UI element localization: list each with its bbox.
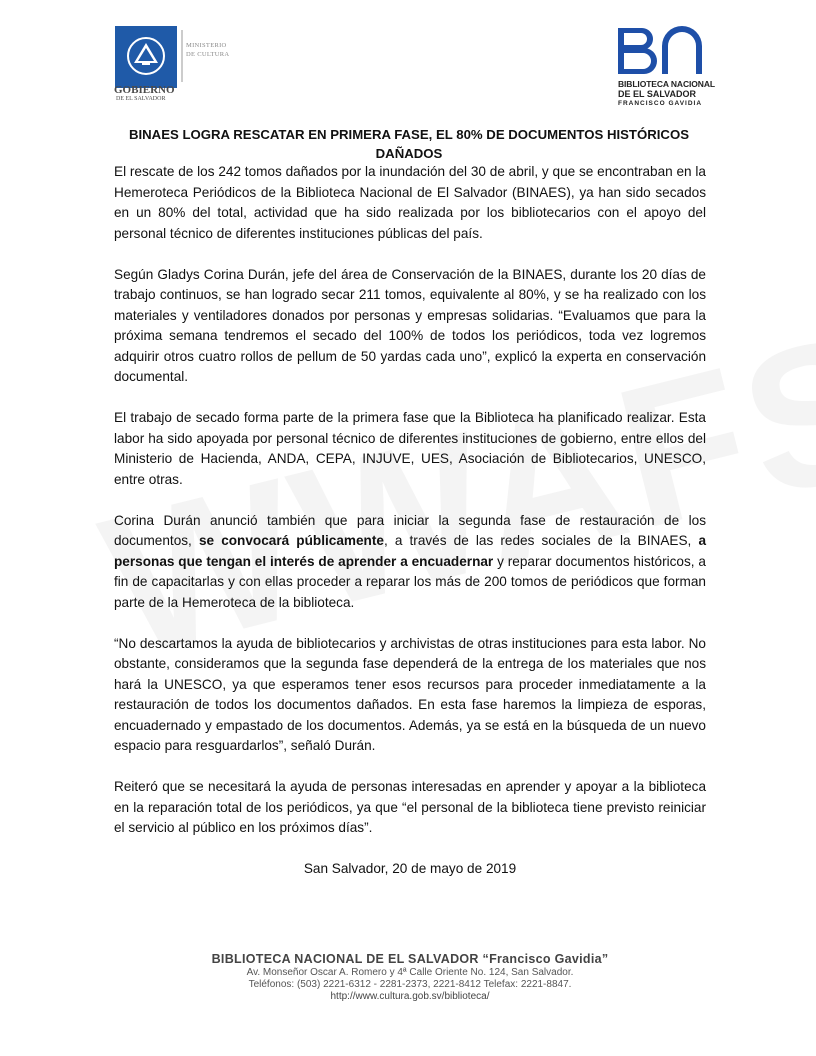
binaes-logo-line3: FRANCISCO GAVIDIA: [618, 100, 703, 107]
document-body: [114, 162, 706, 900]
paragraph-4: [114, 511, 706, 614]
paragraph-3: El trabajo de secado forma parte de la primera fase que la Biblioteca ha planificado realizar. Esta labor ha sido apoyada por personal técnico de diferentes instituciones de gobierno, entre ellos del Ministerio de Hacienda, ANDA, CEPA, INJUVE, UES, Asociación de Bibliotecarios, UNESCO, entre otras.: [114, 410, 706, 487]
footer: [120, 952, 700, 1002]
ministerio-label-top: MINISTERIO: [186, 42, 227, 49]
title-line-2: DAÑADOS: [375, 146, 443, 161]
gobierno-ministerio-logo: [114, 26, 240, 102]
paragraph-2: Según Gladys Corina Durán, jefe del área de Conservación de la BINAES, durante los 20 días de trabajo continuos, se han logrado secar 211 tomos, equivalente al 80%, y se ha realizado con los materiales y ventiladores donados por personas y empresas solidarias. “Evaluamos que para la próxima semana tendremos el secado del 100% de todos los periódicos, toda vez logremos adquirir otros cuatro rollos de pellum de 50 yardas cada uno”, explicó la experta en conservación documental.: [114, 266, 706, 384]
ministerio-label-bottom: DE CULTURA: [186, 51, 230, 58]
paragraph-4-text-c: , a través de las redes sociales de la BINAES,: [383, 533, 699, 548]
paragraph-5: “No descartamos la ayuda de bibliotecarios y archivistas de otras instituciones para esta labor. No obstante, consideramos que la segunda fase dependerá de la entrega de los materiales que nos hará la UNESCO, ya que esperamos tener esos recursos para proceder inmediatamente a la restauración de todos los documentos dañados. En esta fase haremos la limpieza de esporas, encuadernado y empastado de los documentos. Además, ya se está en la búsqueda de un nuevo espacio para resguardarlos”, señaló Durán.: [114, 635, 706, 753]
gobierno-caption: GOBIERNO: [114, 84, 175, 96]
paragraph-4-text-a: Corina Durán anunció también que para iniciar la segunda fase de restauración de los documentos,: [114, 512, 706, 548]
title-line-1: BINAES LOGRA RESCATAR EN PRIMERA FASE, EL 80% DE DOCUMENTOS HISTÓRICOS: [128, 127, 690, 142]
paragraph-4-text-e: y reparar documentos históricos, a fin de capacitarlas y con ellas proceder a reparar los más de 200 tomos de periódicos que forman parte de la Hemeroteca de la biblioteca.: [114, 553, 706, 610]
footer-institution: BIBLIOTECA NACIONAL DE EL SALVADOR “Francisco Gavidia”: [211, 952, 609, 966]
document-title: [112, 125, 706, 163]
paragraph-6: Reiteró que se necesitará la ayuda de personas interesadas en aprender y apoyar a la biblioteca en la reparación total de los periódicos, ya que “el personal de la biblioteca tiene previsto reiniciar el servicio al público en los próximos días”.: [114, 779, 706, 835]
binaes-logo-line1: BIBLIOTECA NACIONAL: [618, 79, 715, 89]
paragraph-4-bold-b: se convocará públicamente: [198, 533, 384, 548]
paragraph-1: El rescate de los 242 tomos dañados por la inundación del 30 de abril, y que se encontraban en la Hemeroteca Periódicos de la Biblioteca Nacional de El Salvador (BINAES), ya han sido secados en un 80% del total, actividad que ha sido realizada por los bibliotecarios con el apoyo del personal técnico de diferentes instituciones públicas del país.: [114, 164, 706, 241]
binaes-monogram-icon: [612, 24, 708, 78]
binaes-logo-line2: DE EL SALVADOR: [618, 89, 697, 99]
paragraph-4-bold-d: a personas que tengan el interés de aprender a encuadernar: [114, 533, 706, 569]
binaes-logo: [612, 24, 715, 108]
footer-phones: Teléfonos: (503) 2221-6312 - 2281-2373, 2221-8412 Telefax: 2221-8847.: [248, 979, 572, 990]
dateline: San Salvador, 20 de mayo de 2019: [303, 861, 517, 876]
footer-address: Av. Monseñor Oscar A. Romero y 4ª Calle Oriente No. 124, San Salvador.: [246, 967, 574, 978]
el-salvador-caption: DE EL SALVADOR: [116, 96, 166, 102]
footer-url: http://www.cultura.gob.sv/biblioteca/: [330, 991, 490, 1002]
